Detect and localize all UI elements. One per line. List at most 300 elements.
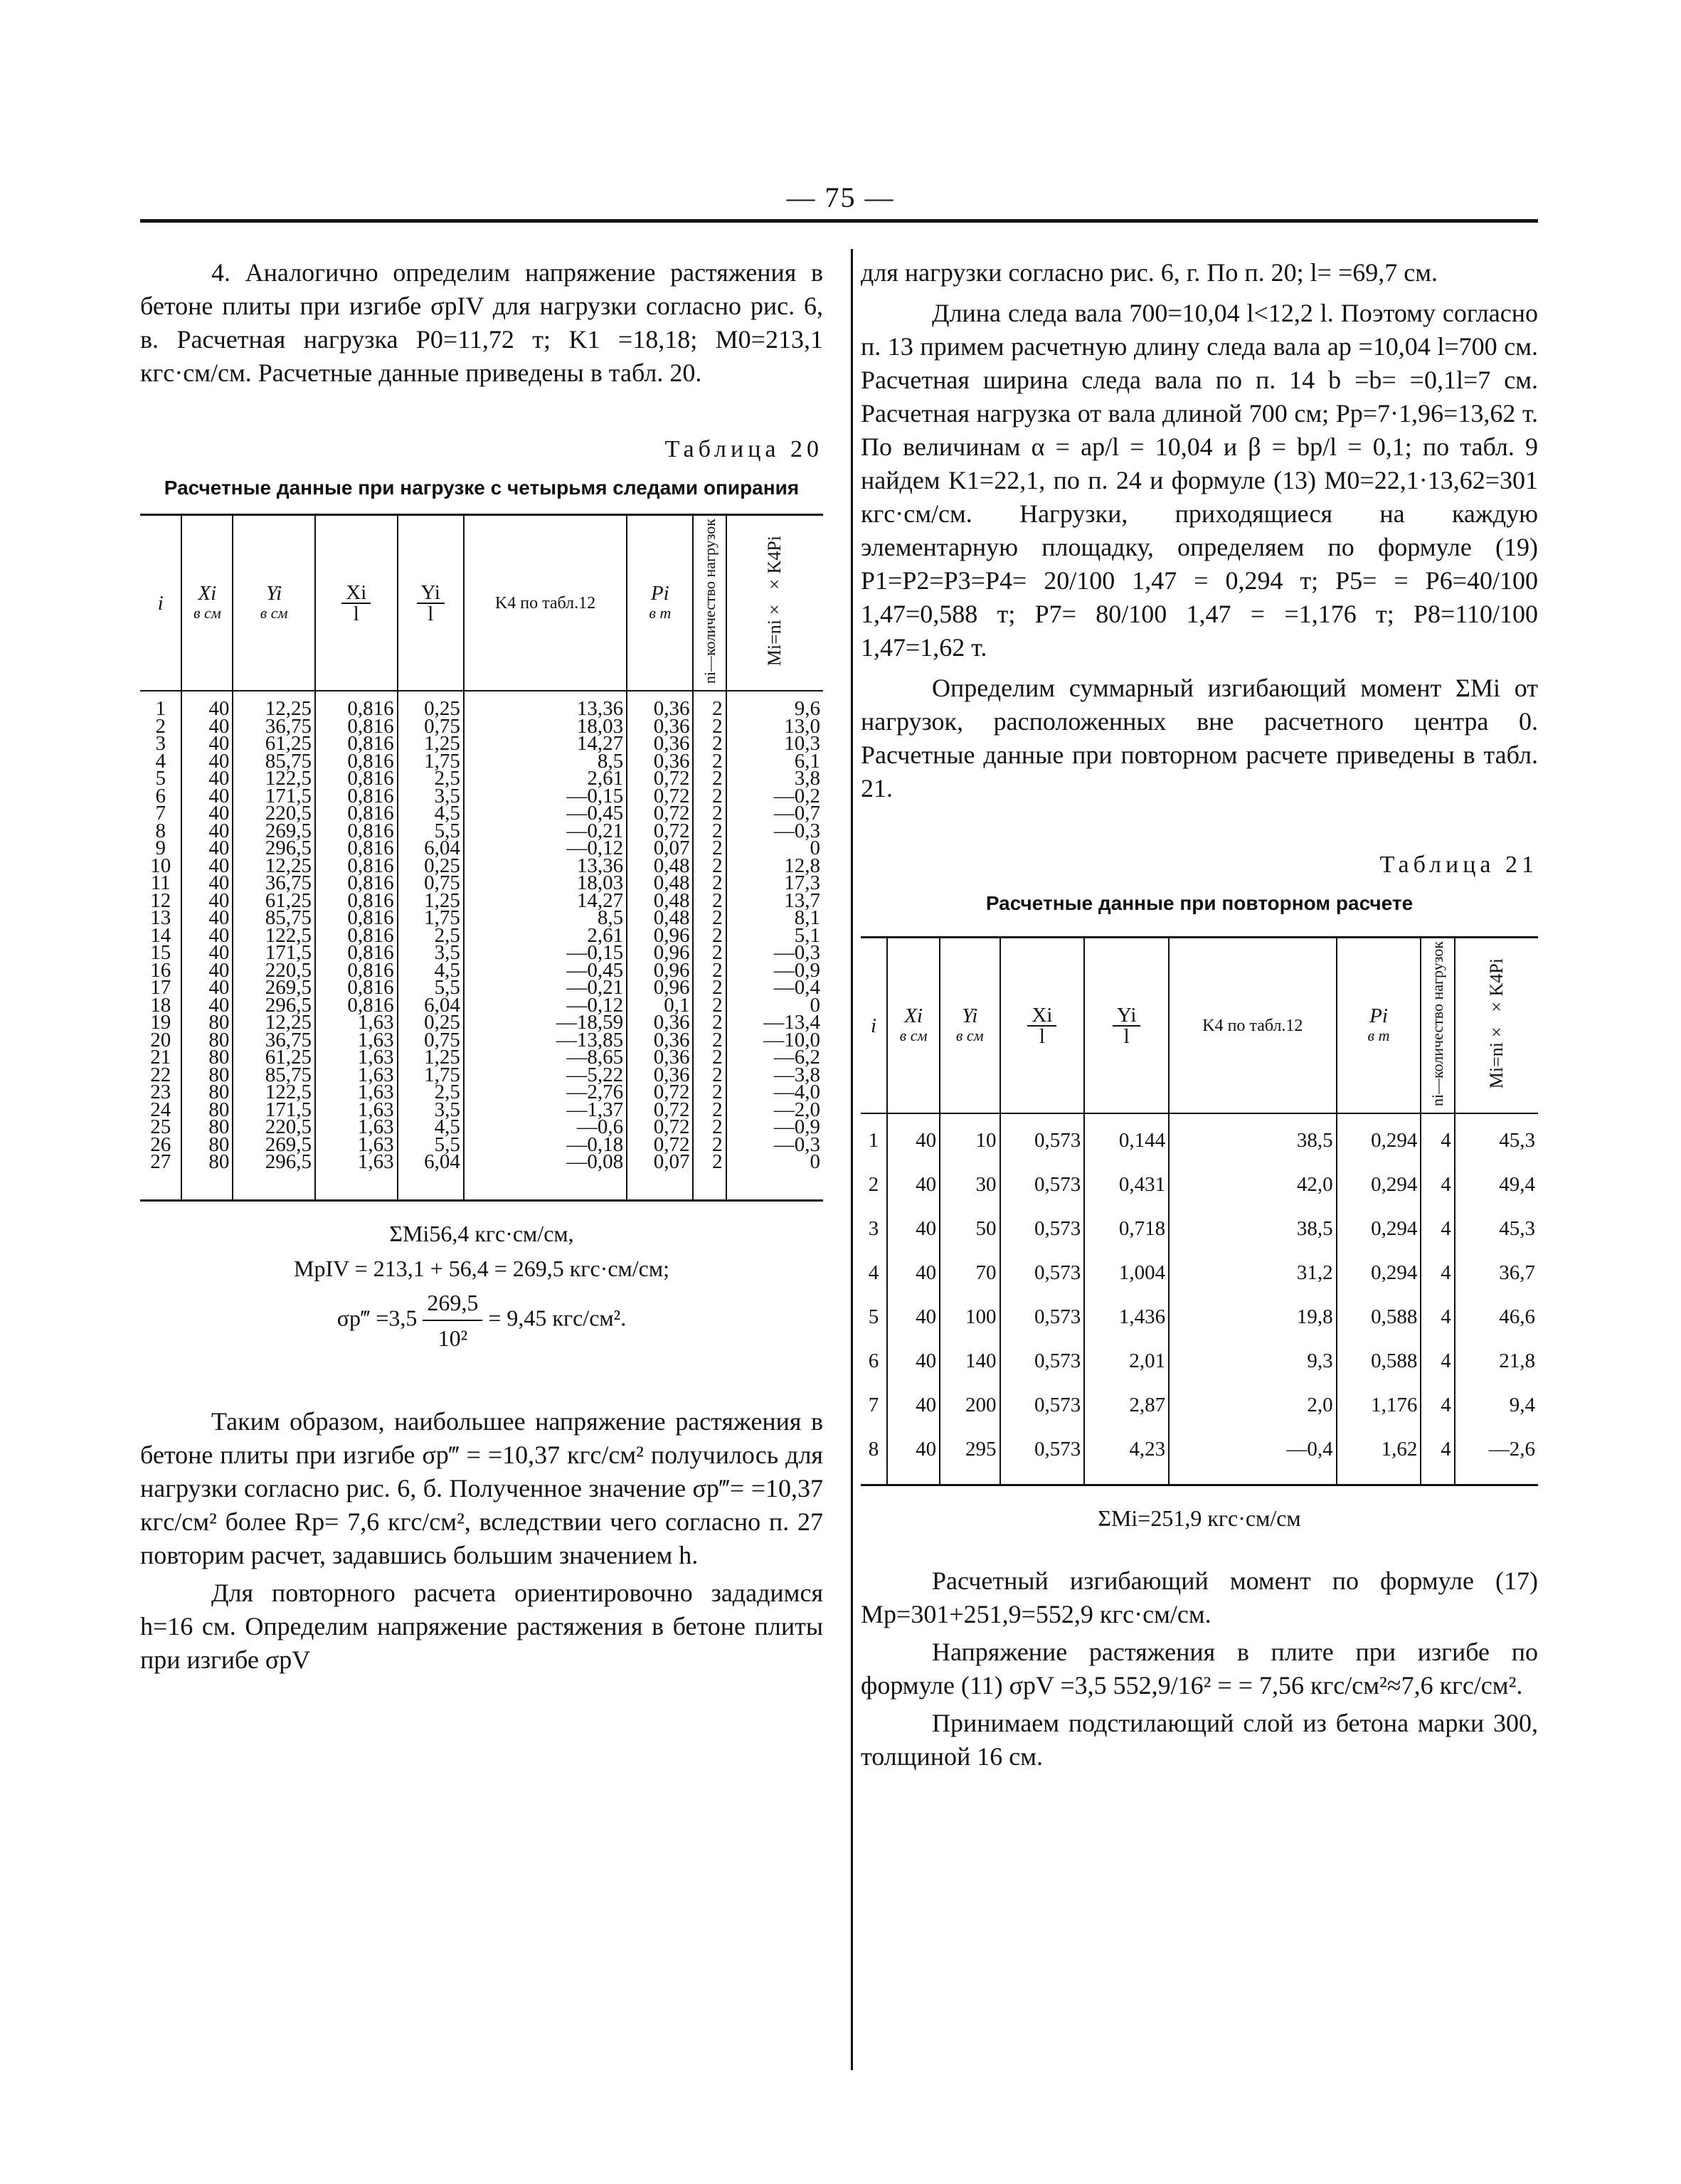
table-cell: —13,85 xyxy=(464,1032,627,1049)
table-cell: 6,04 xyxy=(398,1153,464,1200)
table-cell: 0,96 xyxy=(627,962,693,980)
table-cell: 0,36 xyxy=(627,1049,693,1066)
table-cell: 2 xyxy=(693,839,726,857)
table-cell: 2 xyxy=(693,997,726,1014)
table-cell: 36,75 xyxy=(233,1032,315,1049)
table-cell: 295 xyxy=(940,1427,999,1485)
table-cell: 8 xyxy=(155,819,166,842)
table-cell: 4 xyxy=(1421,1251,1454,1295)
table-cell: 1,176 xyxy=(1337,1383,1421,1427)
table-cell: 2 xyxy=(155,714,166,738)
table-cell: —0,9 xyxy=(726,962,823,980)
right-column xyxy=(861,256,1538,1774)
table-cell: 4,5 xyxy=(398,962,464,980)
table-cell: 80 xyxy=(181,1153,233,1200)
table-cell: 10 xyxy=(940,1113,999,1162)
table-cell: 15 xyxy=(150,941,171,965)
table-cell: 40 xyxy=(181,979,233,997)
table-cell: 13 xyxy=(150,906,171,930)
table-cell: —0,4 xyxy=(1169,1427,1337,1485)
table-cell: 2 xyxy=(693,1083,726,1101)
table-cell: 1,004 xyxy=(1084,1251,1169,1295)
table-cell: 2 xyxy=(693,718,726,736)
table-cell: 45,3 xyxy=(1455,1113,1538,1162)
table-cell: 3 xyxy=(155,732,166,756)
table-cell: 1,436 xyxy=(1084,1295,1169,1339)
table-cell: 40 xyxy=(181,788,233,805)
table-cell: 40 xyxy=(181,805,233,822)
table-cell: 0,36 xyxy=(627,691,693,718)
table-cell: 3 xyxy=(868,1217,879,1241)
table-cell: 0,431 xyxy=(1084,1162,1169,1207)
table-cell: 18,03 xyxy=(464,874,627,892)
table-cell: 296,5 xyxy=(233,839,315,857)
table-cell: 171,5 xyxy=(233,1101,315,1119)
table-cell: 0,816 xyxy=(315,718,398,736)
table-cell: —0,15 xyxy=(464,788,627,805)
table-cell: 40 xyxy=(887,1113,940,1162)
table-cell: 6,1 xyxy=(726,753,823,770)
table20-title: Расчетные данные при нагрузке с четырьмя следами опирания xyxy=(164,477,800,499)
table-cell: 8 xyxy=(861,1427,887,1485)
table-cell: 1,25 xyxy=(398,735,464,753)
table-cell: 9,3 xyxy=(1169,1339,1337,1383)
table-cell: 0,294 xyxy=(1337,1251,1421,1295)
table-cell: 25 xyxy=(150,1115,171,1139)
table-cell: 0,36 xyxy=(627,735,693,753)
table-row xyxy=(861,1295,1538,1339)
right-paragraph-4: Расчетный изгибающий момент по формуле (17) Mp=301+251,9=552,9 кгс·см/см. xyxy=(861,1567,1538,1629)
table-cell: 0 xyxy=(726,839,823,857)
table-row xyxy=(861,1207,1538,1251)
table-cell: 12 xyxy=(150,889,171,912)
table-cell: 40 xyxy=(887,1383,940,1427)
table-cell: 0,816 xyxy=(315,997,398,1014)
table-cell: —0,45 xyxy=(464,962,627,980)
table-row xyxy=(861,1383,1538,1427)
table-cell: 80 xyxy=(181,1049,233,1066)
table-cell: —6,2 xyxy=(726,1049,823,1066)
table-cell: 21 xyxy=(150,1046,171,1069)
t21-header-ni: ni—количество нагрузок xyxy=(1421,938,1454,1114)
table-cell: 0,816 xyxy=(315,944,398,962)
table-cell: 0,573 xyxy=(1000,1113,1085,1162)
t20-header-yl: $\frac{Yi}{l}$ xyxy=(398,515,464,691)
table-cell: 296,5 xyxy=(233,1153,315,1200)
table-cell: 0,816 xyxy=(315,753,398,770)
table-cell: 14 xyxy=(150,923,171,947)
table-cell: 14,27 xyxy=(464,735,627,753)
t21-header-xl: $\frac{Xi}{l}$ xyxy=(1000,938,1085,1114)
table-cell: 5 xyxy=(868,1305,879,1329)
table-cell: 0,294 xyxy=(1337,1207,1421,1251)
table-cell: 1,63 xyxy=(315,1066,398,1084)
table-cell: —2,0 xyxy=(726,1101,823,1119)
t21-header-k4: K4 по табл.12 xyxy=(1169,938,1337,1114)
t21-header-pi: Pi в т xyxy=(1337,938,1421,1114)
table-cell: 0,96 xyxy=(627,927,693,945)
table-cell: 0,07 xyxy=(627,1153,693,1200)
table-cell: 0,816 xyxy=(315,892,398,910)
table-cell: 85,75 xyxy=(233,909,315,927)
table-cell: 2 xyxy=(693,822,726,840)
table-cell: 3,5 xyxy=(398,788,464,805)
table-cell: 1,63 xyxy=(315,1153,398,1200)
table-cell: 269,5 xyxy=(233,979,315,997)
table-cell: 40 xyxy=(181,753,233,770)
table-cell: 13,36 xyxy=(464,691,627,718)
column-divider xyxy=(851,249,853,2070)
table-cell: 80 xyxy=(181,1083,233,1101)
table-cell: 3,5 xyxy=(398,944,464,962)
table-cell: 0,72 xyxy=(627,822,693,840)
table-cell: 8,5 xyxy=(464,909,627,927)
table-cell: —0,18 xyxy=(464,1136,627,1154)
table-cell: —18,59 xyxy=(464,1014,627,1032)
table-cell: 26 xyxy=(150,1133,171,1156)
table-cell: 0,72 xyxy=(627,1101,693,1119)
table-cell: 2,61 xyxy=(464,770,627,788)
table-cell: 200 xyxy=(940,1383,999,1427)
table-cell: 0,72 xyxy=(627,770,693,788)
table-cell: 1,63 xyxy=(315,1032,398,1049)
table-cell: 2 xyxy=(693,788,726,805)
table-cell: 40 xyxy=(887,1162,940,1207)
t20-header-xl: $\frac{Xi}{l}$ xyxy=(315,515,398,691)
table-cell: 13,36 xyxy=(464,857,627,875)
table-cell: 18,03 xyxy=(464,718,627,736)
table-cell: 2 xyxy=(693,1049,726,1066)
table-row xyxy=(861,1339,1538,1383)
table-cell: 0,816 xyxy=(315,691,398,718)
table-cell: 9,6 xyxy=(726,691,823,718)
right-paragraph-1: для нагрузки согласно рис. 6, г. По п. 20; l= =69,7 см. xyxy=(861,258,1438,287)
table-cell: 40 xyxy=(181,839,233,857)
table-cell: 0,72 xyxy=(627,805,693,822)
table-cell: 122,5 xyxy=(233,1083,315,1101)
table-cell: 4 xyxy=(1421,1295,1454,1339)
table-cell: 122,5 xyxy=(233,927,315,945)
table-cell: 171,5 xyxy=(233,944,315,962)
table-cell: —0,6 xyxy=(464,1118,627,1136)
table-cell: 5,5 xyxy=(398,822,464,840)
table-cell: —0,21 xyxy=(464,822,627,840)
table21-sum: ΣMi=251,9 кгс·см/см xyxy=(1098,1505,1301,1532)
table-cell: 2 xyxy=(693,691,726,718)
table-cell: 2,61 xyxy=(464,927,627,945)
table-cell: 4,5 xyxy=(398,1118,464,1136)
table-cell: 0,75 xyxy=(398,1032,464,1049)
table-cell: 40 xyxy=(887,1295,940,1339)
t20-header-ni: ni—количество нагрузок xyxy=(693,515,726,691)
table-cell: 1 xyxy=(155,697,166,721)
table-cell: 2 xyxy=(693,1153,726,1200)
table-cell: 0 xyxy=(726,1153,823,1200)
table-cell: 0,36 xyxy=(627,718,693,736)
table-cell: 12,25 xyxy=(233,1014,315,1032)
table20-sum: ΣMi56,4 кгс·см/см, xyxy=(389,1220,574,1246)
table-cell: 2,87 xyxy=(1084,1383,1169,1427)
table-cell: 40 xyxy=(181,892,233,910)
table-cell: 40 xyxy=(181,691,233,718)
table-cell: 0,588 xyxy=(1337,1339,1421,1383)
table-cell: 0,816 xyxy=(315,788,398,805)
table-cell: 7 xyxy=(868,1394,879,1417)
table-cell: 1,63 xyxy=(315,1014,398,1032)
table-cell: 0,573 xyxy=(1000,1251,1085,1295)
table-cell: 1,25 xyxy=(398,1049,464,1066)
t20-header-i: i xyxy=(140,515,181,691)
table-cell: 2 xyxy=(693,1014,726,1032)
table-cell: 7 xyxy=(155,802,166,825)
table-cell: 5,5 xyxy=(398,979,464,997)
table-cell: 0,36 xyxy=(627,753,693,770)
table-cell: 6,04 xyxy=(398,839,464,857)
table-cell: —0,12 xyxy=(464,997,627,1014)
table-cell: —10,0 xyxy=(726,1032,823,1049)
table-cell: 4 xyxy=(1421,1339,1454,1383)
table-cell: —0,2 xyxy=(726,788,823,805)
table-cell: 0,816 xyxy=(315,874,398,892)
table-cell: —0,08 xyxy=(464,1153,627,1200)
table-cell: 0,588 xyxy=(1337,1295,1421,1339)
table-cell: 21,8 xyxy=(1455,1339,1538,1383)
formula-mp-iv: MpIV = 213,1 + 56,4 = 269,5 кгс·см/см; xyxy=(294,1255,669,1281)
table-cell: 6 xyxy=(868,1350,879,1373)
table-cell: 0,294 xyxy=(1337,1162,1421,1207)
table-cell: 40 xyxy=(887,1207,940,1251)
table-cell: 0,07 xyxy=(627,839,693,857)
table-cell: 2,5 xyxy=(398,770,464,788)
table-cell: 220,5 xyxy=(233,962,315,980)
table-cell: 0,573 xyxy=(1000,1162,1085,1207)
table-cell: 0,816 xyxy=(315,909,398,927)
table-cell: 19 xyxy=(150,1011,171,1034)
table-cell: 85,75 xyxy=(233,1066,315,1084)
table-cell: 1,63 xyxy=(315,1136,398,1154)
table-cell: 4 xyxy=(868,1261,879,1285)
table21-title: Расчетные данные при повторном расчете xyxy=(985,892,1414,914)
table-cell: 40 xyxy=(887,1251,940,1295)
right-paragraph-5: Напряжение растяжения в плите при изгибе по формуле (11) σpV =3,5 552,9/16² = = 7,56 кгс/см²≈7,6 кгс/см². xyxy=(861,1638,1538,1700)
table-cell: 2 xyxy=(693,962,726,980)
table-cell: 40 xyxy=(181,944,233,962)
table-cell: 0,72 xyxy=(627,1083,693,1101)
table-cell: 80 xyxy=(181,1032,233,1049)
table-cell: 220,5 xyxy=(233,805,315,822)
table-cell: 17,3 xyxy=(726,874,823,892)
table-cell: 2 xyxy=(693,753,726,770)
table-cell: 2 xyxy=(693,927,726,945)
table-cell: —3,8 xyxy=(726,1066,823,1084)
table-cell: —0,12 xyxy=(464,839,627,857)
table-cell: 8,5 xyxy=(464,753,627,770)
table-cell: 2,5 xyxy=(398,1083,464,1101)
table-cell: 12,8 xyxy=(726,857,823,875)
table-cell: 38,5 xyxy=(1169,1207,1337,1251)
table-cell: 10,3 xyxy=(726,735,823,753)
table-cell: 40 xyxy=(887,1339,940,1383)
table21-label: Таблица 21 xyxy=(1379,852,1538,878)
table-cell: 3,5 xyxy=(398,1101,464,1119)
table-cell: 2 xyxy=(693,892,726,910)
table-cell: 22 xyxy=(150,1063,171,1086)
left-column xyxy=(140,256,823,1677)
table-cell: 36,75 xyxy=(233,874,315,892)
table-cell: 0,816 xyxy=(315,857,398,875)
table-cell: 0,48 xyxy=(627,857,693,875)
table-cell: 12,25 xyxy=(233,857,315,875)
header-rule xyxy=(140,219,1538,223)
table-cell: 4 xyxy=(155,749,166,773)
table-cell: 16 xyxy=(150,958,171,982)
table-cell: 40 xyxy=(181,735,233,753)
table-cell: 40 xyxy=(181,718,233,736)
table-cell: 0,36 xyxy=(627,1066,693,1084)
left-paragraph-3: Для повторного расчета ориентировочно зададимся h=16 см. Определим напряжение растяжения в бетоне плиты при изгибе σpV xyxy=(140,1578,823,1674)
left-paragraph-1: 4. Аналогично определим напряжение растяжения в бетоне плиты при изгибе σpIV для нагрузки согласно рис. 6, в. Расчетная нагрузка P0=11,72 т; K1 =18,18; M0=213,1 кгс·см/см. Расчетные данные приведены в табл. 20. xyxy=(140,258,823,387)
table-cell: 40 xyxy=(181,770,233,788)
table-cell: 24 xyxy=(150,1098,171,1121)
table-cell: 0 xyxy=(726,997,823,1014)
table-cell: 36,75 xyxy=(233,718,315,736)
table-cell: 1,75 xyxy=(398,909,464,927)
table-row xyxy=(140,691,823,718)
table-cell: 4 xyxy=(1421,1207,1454,1251)
table-cell: 1,63 xyxy=(315,1118,398,1136)
table-cell: 0,816 xyxy=(315,770,398,788)
table-cell: 0,72 xyxy=(627,788,693,805)
table-cell: 6 xyxy=(155,784,166,807)
table-cell: 1 xyxy=(868,1129,879,1152)
table-cell: 2 xyxy=(693,909,726,927)
table-cell: 8,1 xyxy=(726,909,823,927)
table-cell: 2 xyxy=(693,1136,726,1154)
table-cell: 0,816 xyxy=(315,805,398,822)
table-cell: 18 xyxy=(150,993,171,1017)
table-cell: 4 xyxy=(1421,1162,1454,1207)
table-cell: 1,25 xyxy=(398,892,464,910)
table-cell: 14,27 xyxy=(464,892,627,910)
table-cell: 2 xyxy=(693,1118,726,1136)
t20-header-k4: K4 по табл.12 xyxy=(464,515,627,691)
table-cell: 19,8 xyxy=(1169,1295,1337,1339)
table-cell: 12,25 xyxy=(233,691,315,718)
table-cell: 46,6 xyxy=(1455,1295,1538,1339)
table-cell: 5,5 xyxy=(398,1136,464,1154)
table-cell: —0,9 xyxy=(726,1118,823,1136)
table-cell: 2 xyxy=(693,979,726,997)
table-cell: —13,4 xyxy=(726,1014,823,1032)
table-cell: 2 xyxy=(693,805,726,822)
table-cell: 10 xyxy=(150,854,171,877)
table-cell: —2,76 xyxy=(464,1083,627,1101)
table-row xyxy=(140,1153,823,1200)
right-paragraph-3: Определим суммарный изгибающий момент ΣMi от нагрузок, расположенных вне расчетного центра 0. Расчетные данные при повторном расчете приведены в табл. 21. xyxy=(861,674,1538,802)
table-cell: 0,573 xyxy=(1000,1339,1085,1383)
table-cell: 80 xyxy=(181,1066,233,1084)
table-cell: 11 xyxy=(150,871,171,895)
table-cell: 6,04 xyxy=(398,997,464,1014)
table-cell: 40 xyxy=(181,874,233,892)
table-cell: —1,37 xyxy=(464,1101,627,1119)
table-cell: 23 xyxy=(150,1081,171,1104)
table-cell: 2,5 xyxy=(398,927,464,945)
table-cell: 0,816 xyxy=(315,822,398,840)
table-cell: 0,1 xyxy=(627,997,693,1014)
table-cell: 80 xyxy=(181,1136,233,1154)
table-cell: 27 xyxy=(140,1153,181,1200)
table-cell: 4,5 xyxy=(398,805,464,822)
table-cell: 38,5 xyxy=(1169,1113,1337,1162)
table-cell: 0,816 xyxy=(315,839,398,857)
right-paragraph-6: Принимаем подстилающий слой из бетона марки 300, толщиной 16 см. xyxy=(861,1709,1538,1771)
table-cell: 40 xyxy=(181,927,233,945)
t20-header-yi: Yi в см xyxy=(233,515,315,691)
t20-header-pi: Pi в т xyxy=(627,515,693,691)
table-cell: 0,75 xyxy=(398,874,464,892)
table-cell: 0,573 xyxy=(1000,1207,1085,1251)
table-cell: —8,65 xyxy=(464,1049,627,1066)
t21-header-mi: Mi=ni× ×K4Pi xyxy=(1455,938,1538,1114)
table-cell: 40 xyxy=(181,857,233,875)
table-cell: —0,15 xyxy=(464,944,627,962)
table-cell: 70 xyxy=(940,1251,999,1295)
table20 xyxy=(140,514,823,1202)
table-cell: 0,573 xyxy=(1000,1383,1085,1427)
table-cell: 0,48 xyxy=(627,892,693,910)
table-cell: —0,45 xyxy=(464,805,627,822)
table-cell: 0,36 xyxy=(627,1032,693,1049)
table-cell: 0,96 xyxy=(627,944,693,962)
table-cell: 36,7 xyxy=(1455,1251,1538,1295)
table-cell: 0,72 xyxy=(627,1118,693,1136)
table-cell: 1,63 xyxy=(315,1083,398,1101)
t21-header-yl: $\frac{Yi}{l}$ xyxy=(1084,938,1169,1114)
page-number: — 75 — xyxy=(786,181,895,213)
table-cell: —5,22 xyxy=(464,1066,627,1084)
table-cell: 2 xyxy=(868,1173,879,1197)
table-cell: 50 xyxy=(940,1207,999,1251)
table-cell: 40 xyxy=(181,822,233,840)
table-cell: 0,816 xyxy=(315,927,398,945)
table-cell: 20 xyxy=(150,1028,171,1051)
table-cell: 0,816 xyxy=(315,979,398,997)
table-cell: 17 xyxy=(150,976,171,1000)
table-cell: 40 xyxy=(181,997,233,1014)
table-cell: 80 xyxy=(181,1014,233,1032)
table-row xyxy=(861,1162,1538,1207)
table-cell: 1,75 xyxy=(398,1066,464,1084)
table-cell: 9,4 xyxy=(1455,1383,1538,1427)
table-cell: 1,63 xyxy=(315,1101,398,1119)
table-cell: 4,23 xyxy=(1084,1427,1169,1485)
table-cell: 61,25 xyxy=(233,735,315,753)
table-cell: 0,48 xyxy=(627,909,693,927)
t21-header-xi: Xi в см xyxy=(887,938,940,1114)
table-cell: 0,48 xyxy=(627,874,693,892)
table-cell: 269,5 xyxy=(233,822,315,840)
table-cell: 0,573 xyxy=(1000,1295,1085,1339)
table-cell: 0,816 xyxy=(315,962,398,980)
table-cell: 0,144 xyxy=(1084,1113,1169,1162)
table-cell: 40 xyxy=(181,909,233,927)
table-cell: 140 xyxy=(940,1339,999,1383)
table-cell: 30 xyxy=(940,1162,999,1207)
table-row xyxy=(861,1113,1538,1162)
table-cell: 80 xyxy=(181,1101,233,1119)
table-cell: —0,4 xyxy=(726,979,823,997)
